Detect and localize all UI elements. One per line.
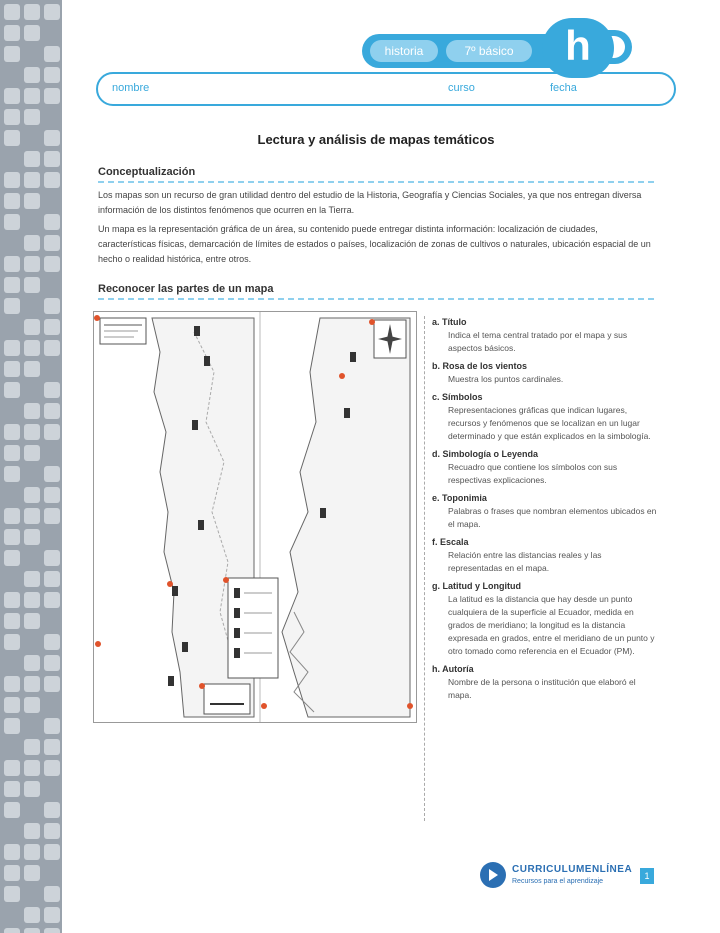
sidebar-square — [4, 109, 20, 125]
sidebar-square — [44, 46, 60, 62]
sidebar-square — [4, 424, 20, 440]
sidebar-square — [4, 172, 20, 188]
concept-paragraph-2: Un mapa es la representación gráfica de un área, su contenido puede entregar distinta información: localización de ciudades, características físicas, demarcación de límites de estados o países, localización de zonas de cultivos o naturales, ubicación espacial de un hecho o realidad histórica, entre otros. — [98, 224, 651, 264]
list-item — [432, 663, 658, 702]
sidebar-square — [44, 235, 60, 251]
sidebar-square — [44, 214, 60, 230]
sidebar-square — [4, 508, 20, 524]
sidebar-square — [44, 550, 60, 566]
sidebar-square — [24, 781, 40, 797]
sidebar-square — [4, 928, 20, 933]
sidebar-square — [24, 151, 40, 167]
concept-divider — [98, 181, 654, 183]
sidebar-square — [4, 130, 20, 146]
sidebar-square — [4, 361, 20, 377]
list-item — [432, 316, 658, 355]
play-arrow-icon — [489, 869, 498, 881]
sidebar-square — [44, 151, 60, 167]
list-item — [432, 448, 658, 487]
sidebar-square — [44, 487, 60, 503]
part-description: La latitud es la distancia que hay desde un punto cualquiera de la superficie al Ecuador, medida en grados de meridiano; la longitud es la distancia expresada en grados, entre el meridiano de un punto y otro tomado como referencia en el Ecuador (PM). — [448, 594, 655, 656]
sidebar-square — [24, 403, 40, 419]
sidebar-square — [4, 277, 20, 293]
part-title: a. Título — [432, 317, 467, 327]
sidebar-square — [4, 886, 20, 902]
sidebar-square — [24, 193, 40, 209]
sidebar-square — [44, 802, 60, 818]
sidebar-square — [4, 634, 20, 650]
sidebar-square — [24, 424, 40, 440]
part-title: f. Escala — [432, 537, 469, 547]
part-title: e. Toponimia — [432, 493, 487, 503]
list-item — [432, 580, 658, 658]
sidebar-square — [24, 109, 40, 125]
sidebar-square — [44, 844, 60, 860]
sidebar-square — [4, 88, 20, 104]
sidebar-square — [4, 340, 20, 356]
sidebar-square — [24, 823, 40, 839]
sidebar-square — [4, 25, 20, 41]
sidebar-square — [44, 424, 60, 440]
sidebar-square — [24, 277, 40, 293]
part-title: d. Simbología o Leyenda — [432, 449, 539, 459]
list-guide-line — [424, 316, 425, 821]
sidebar-square — [4, 298, 20, 314]
sidebar-square — [4, 4, 20, 20]
parts-heading: Reconocer las partes de un mapa — [98, 283, 274, 295]
grade-tag: 7º básico — [446, 40, 532, 62]
sidebar-square — [44, 298, 60, 314]
sidebar-square — [4, 697, 20, 713]
sidebar-square — [44, 256, 60, 272]
part-description: Recuadro que contiene los símbolos con sus respectivas explicaciones. — [448, 462, 618, 485]
sidebar-square — [24, 676, 40, 692]
concept-paragraph-1: Los mapas son un recurso de gran utilidad dentro del estudio de la Historia, Geografía y Ciencias Sociales, ya que nos entregan diversa información de los distintos fenómenos que ocurren en la Tierra. — [98, 190, 642, 215]
sidebar-square — [44, 655, 60, 671]
sidebar-square — [24, 613, 40, 629]
list-item — [432, 492, 658, 531]
sidebar-square — [44, 4, 60, 20]
chile-map-illustration — [94, 312, 416, 722]
sidebar-square — [24, 67, 40, 83]
list-item — [432, 536, 658, 575]
concept-heading: Conceptualización — [98, 166, 196, 178]
logo-text: CURRICULUMENLÍNEA — [512, 864, 633, 875]
sidebar-square — [4, 214, 20, 230]
sidebar-square — [44, 382, 60, 398]
sidebar-square — [4, 550, 20, 566]
sidebar-square — [44, 508, 60, 524]
part-description: Muestra los puntos cardinales. — [448, 374, 564, 384]
chile-map-figure — [93, 311, 417, 723]
sidebar-square — [24, 907, 40, 923]
part-title: c. Símbolos — [432, 392, 483, 402]
name-label: nombre — [112, 82, 150, 94]
sidebar-square — [4, 676, 20, 692]
sidebar-square — [4, 193, 20, 209]
subject-tag: historia — [370, 40, 438, 62]
sidebar-square — [44, 676, 60, 692]
sidebar-square — [4, 760, 20, 776]
sidebar-square — [44, 340, 60, 356]
sidebar-square — [24, 760, 40, 776]
sidebar-square — [24, 865, 40, 881]
parts-divider — [98, 298, 654, 300]
sidebar-square — [44, 886, 60, 902]
date-label: fecha — [550, 82, 577, 94]
part-description: Representaciones gráficas que indican lugares, recursos y fenómenos que se localizan en un lugar determinado y que están explicados en la simbología. — [448, 405, 651, 441]
sidebar-square — [44, 571, 60, 587]
sidebar-square — [24, 361, 40, 377]
sidebar-square — [24, 4, 40, 20]
sidebar-square — [44, 88, 60, 104]
list-item — [432, 360, 658, 386]
student-info-bar — [96, 72, 676, 106]
sidebar-square — [4, 844, 20, 860]
part-title: b. Rosa de los vientos — [432, 361, 528, 371]
sidebar-square — [24, 235, 40, 251]
part-description: Indica el tema central tratado por el mapa y sus aspectos básicos. — [448, 330, 628, 353]
sidebar-square — [24, 655, 40, 671]
sidebar-square — [4, 382, 20, 398]
sidebar-square — [24, 487, 40, 503]
sidebar-square — [4, 46, 20, 62]
sidebar-square — [4, 718, 20, 734]
sidebar-square — [24, 571, 40, 587]
sidebar-square — [24, 340, 40, 356]
part-title: g. Latitud y Longitud — [432, 581, 521, 591]
sidebar-square — [4, 256, 20, 272]
sidebar-square — [24, 25, 40, 41]
sidebar-square — [4, 529, 20, 545]
sidebar-square — [24, 844, 40, 860]
sidebar-square — [44, 403, 60, 419]
logo-subtitle: Recursos para el aprendizaje — [512, 878, 604, 885]
sidebar-square — [44, 760, 60, 776]
sidebar-square — [44, 928, 60, 933]
brand-logo: h — [542, 18, 614, 78]
sidebar-square — [24, 928, 40, 933]
sidebar-square — [44, 592, 60, 608]
sidebar-decoration — [0, 0, 62, 933]
sidebar-square — [24, 172, 40, 188]
sidebar-square — [4, 445, 20, 461]
sidebar-square — [44, 319, 60, 335]
sidebar-square — [24, 529, 40, 545]
sidebar-square — [4, 781, 20, 797]
sidebar-square — [44, 907, 60, 923]
sidebar-square — [4, 592, 20, 608]
part-description: Palabras o frases que nombran elementos ubicados en el mapa. — [448, 506, 657, 529]
page-title: Lectura y análisis de mapas temáticos — [257, 132, 495, 147]
sidebar-square — [4, 613, 20, 629]
sidebar-square — [44, 718, 60, 734]
sidebar-square — [4, 466, 20, 482]
sidebar-square — [24, 256, 40, 272]
sidebar-square — [44, 130, 60, 146]
sidebar-square — [4, 865, 20, 881]
sidebar-square — [24, 697, 40, 713]
sidebar-square — [44, 466, 60, 482]
map-parts-list — [432, 316, 658, 707]
part-title: h. Autoría — [432, 664, 474, 674]
sidebar-square — [24, 445, 40, 461]
sidebar-square — [24, 508, 40, 524]
part-description: Relación entre las distancias reales y las representadas en el mapa. — [448, 550, 602, 573]
sidebar-square — [44, 67, 60, 83]
list-item — [432, 391, 658, 443]
sidebar-square — [44, 823, 60, 839]
sidebar-square — [4, 802, 20, 818]
part-description: Nombre de la persona o institución que elaboró el mapa. — [448, 677, 636, 700]
sidebar-square — [44, 739, 60, 755]
sidebar-square — [44, 634, 60, 650]
sidebar-square — [24, 88, 40, 104]
page-number: 1 — [640, 868, 654, 884]
sidebar-square — [44, 172, 60, 188]
sidebar-square — [24, 592, 40, 608]
course-label: curso — [448, 82, 475, 94]
sidebar-square — [24, 739, 40, 755]
sidebar-square — [24, 319, 40, 335]
